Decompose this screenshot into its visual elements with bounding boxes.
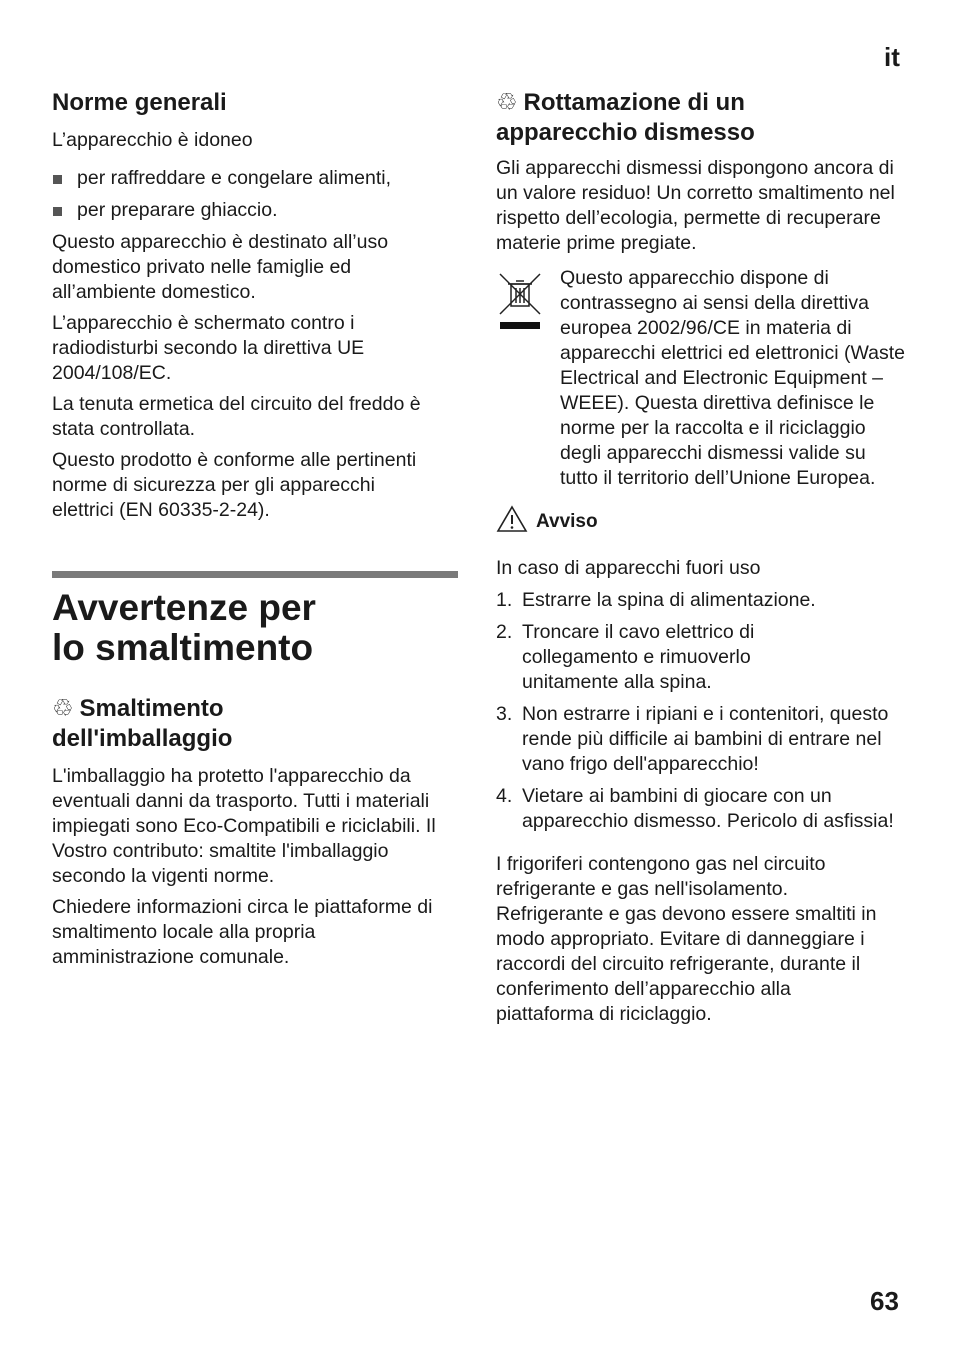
section-divider [52,571,458,578]
rottamazione-final-paragraph: I frigoriferi contengono gas nel circuito refrigerante e gas nell'isolamento. Refrigerante e gas devono essere smaltiti in modo appropriato. Evitare di danneggiare i raccordi del circuito refrigerante, durante il conferimento dell’apparecchio alla piattaforma di riciclaggio. [496,853,877,1025]
list-item: per raffreddare e congelare alimenti, [52,166,462,191]
imballaggio-section [52,694,462,970]
list-item: per preparare ghiaccio. [52,198,462,223]
norme-intro: L’apparecchio è idoneo [52,129,253,151]
warning-triangle-icon [496,505,528,538]
section-title-rottamazione: ♲ Rottamazione di un apparecchio dismesso [496,89,755,146]
section-title-imballaggio: ♲ Smaltimento dell'imballaggio [52,695,233,752]
recycle-icon: ♲ [52,695,74,722]
imballaggio-paragraph: L'imballaggio ha protetto l'apparecchio da eventuali danni da trasporto. Tutti i materiali impiegati sono Eco-Compatibili e riciclabili. Il Vostro contributo: smaltite l'imballaggio secondo la vigenti norme. [52,765,436,887]
list-item: 3. Non estrarre i ripiani e i contenitori, questo rende più difficile ai bambini di entrare nel vano frigo dell'apparecchio! [496,703,889,775]
steps-list [496,588,906,834]
recycle-icon: ♲ [496,89,518,116]
norme-paragraph: La tenuta ermetica del circuito del freddo è stata controllata. [52,393,421,440]
norme-paragraph: Questo prodotto è conforme alle pertinenti norme di sicurezza per gli apparecchi elettrici (EN 60335-2-24). [52,449,417,521]
right-column [496,88,906,1027]
steps-intro: In caso di apparecchi fuori uso [496,557,761,579]
list-item: 1. Estrarre la spina di alimentazione. [496,589,816,611]
language-code: it [884,42,900,72]
warning-header [496,505,906,538]
norme-paragraph: Questo apparecchio è destinato all’uso domestico privato nelle famiglie ed all’ambiente domestico. [52,231,389,303]
warning-label: Avviso [536,510,598,532]
list-item: 4. Vietare ai bambini di giocare con un apparecchio dismesso. Pericolo di asfissia! [496,785,894,832]
square-bullet-icon [53,207,62,216]
crossed-bin-icon [496,266,560,491]
rottamazione-paragraph: Gli apparecchi dismessi dispongono ancora di un valore residuo! Un corretto smaltimento nel rispetto dell’ecologia, permette di recuperare materie prime pregiate. [496,157,895,254]
chapter-title: Avvertenze per lo smaltimento [52,587,316,668]
weee-notice [496,266,906,491]
left-column [52,88,462,523]
weee-text: Questo apparecchio dispone di contrassegno ai sensi della direttiva europea 2002/96/CE in materia di apparecchi elettrici ed elettronici (Waste Electrical and Electronic Equipment – WEEE). Questa direttiva definisce le norme per la raccolta e il riciclaggio degli apparecchi dismessi valide su tutto il territorio dell’Unione Europea. [560,267,906,489]
list-item: 2. Troncare il cavo elettrico di collegamento e rimuoverlo unitamente alla spina. [496,621,755,693]
norme-bullet-list [52,166,462,223]
square-bullet-icon [53,175,62,184]
section-title-norme: Norme generali [52,89,227,116]
imballaggio-paragraph: Chiedere informazioni circa le piattaforme di smaltimento locale alla propria amministrazione comunale. [52,896,433,968]
page-number: 63 [870,1286,899,1316]
norme-paragraph: L’apparecchio è schermato contro i radiodisturbi secondo la direttiva UE 2004/108/EC. [52,312,365,384]
